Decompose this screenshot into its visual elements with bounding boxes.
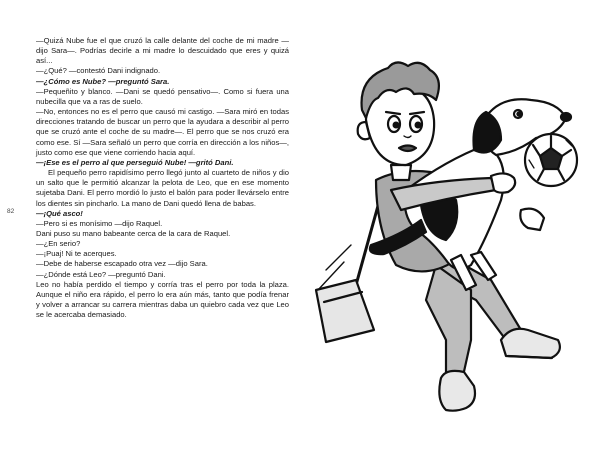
paragraph: —¡Puaj! Ni te acerques. bbox=[36, 249, 117, 259]
shoulder-bag bbox=[316, 280, 374, 342]
boy-hand bbox=[491, 173, 515, 192]
text-column bbox=[36, 36, 289, 320]
boy-mouth bbox=[399, 146, 416, 152]
boy-other-hand bbox=[520, 209, 544, 230]
paragraph: —¿Cómo es Nube? —preguntó Sara. bbox=[36, 76, 170, 86]
paragraph: —¡Qué asco! bbox=[36, 208, 83, 218]
boy-back-shoe bbox=[501, 329, 560, 358]
boy-front-shoe bbox=[439, 371, 475, 411]
football-icon bbox=[525, 134, 577, 186]
paragraph: —Debe de haberse escapado otra vez —dijo Sara. bbox=[36, 259, 208, 269]
paragraph: El pequeño perro rapidísimo perro llegó junto al cuarteto de niños y dio un salto que le permitió alcanzar la pelota de Leo, que en ese momento sujetaba Dani. El perro mordió lo justo el balón para poder llevárselo entre los dientes sin pincharlo. La mano de Dani quedó llena de babas. bbox=[36, 168, 289, 208]
paragraph: Leo no había perdido el tiempo y corría tras el perro por toda la plaza. Aunque el niño era rápido, el perro lo era aún más, tanto que podía frenar y volver a arrancar su carrera mientras daba un quiebro cada vez que Leo se le acercaba demasiado. bbox=[36, 279, 289, 320]
paragraph: Dani puso su mano babeante cerca de la cara de Raquel. bbox=[36, 228, 231, 238]
dog-nose bbox=[561, 113, 571, 121]
boy-neck bbox=[391, 165, 411, 180]
paragraph: —¡Ese es el perro al que perseguió Nube! —gritó Dani. bbox=[36, 157, 234, 167]
paragraph: —¿Qué? —contestó Dani indignado. bbox=[36, 66, 161, 76]
paragraph: —Quizá Nube fue el que cruzó la calle delante del coche de mi madre —dijo Sara—. Podrías decirle a mi madre lo descuidado que eres y quizá así... bbox=[36, 36, 289, 66]
paragraph: —¿En serio? bbox=[36, 239, 81, 249]
paragraph: —Pero si es monísimo —dijo Raquel. bbox=[36, 218, 163, 228]
illustration-boy-and-dog bbox=[296, 40, 596, 420]
paragraph: —¿Dónde está Leo? —preguntó Dani. bbox=[36, 269, 166, 279]
paragraph: —Pequeñito y blanco. —Dani se quedó pensativo—. Como si fuera una nubecilla que va a ras de suelo. bbox=[36, 86, 289, 106]
paragraph: —No, entonces no es el perro que causó mi castigo. —Sara miró en todas direcciones tratando de buscar un perro que la ayudara a describir al perro que se cruzó ante el coche de su madre—. El perro que se nos cruzó era como ese. Sí —Sara señaló un perro que corría en dirección a los niños—, justo como ese que viene corriendo hacia aquí. bbox=[36, 107, 289, 157]
page-number: 82 bbox=[7, 208, 15, 215]
